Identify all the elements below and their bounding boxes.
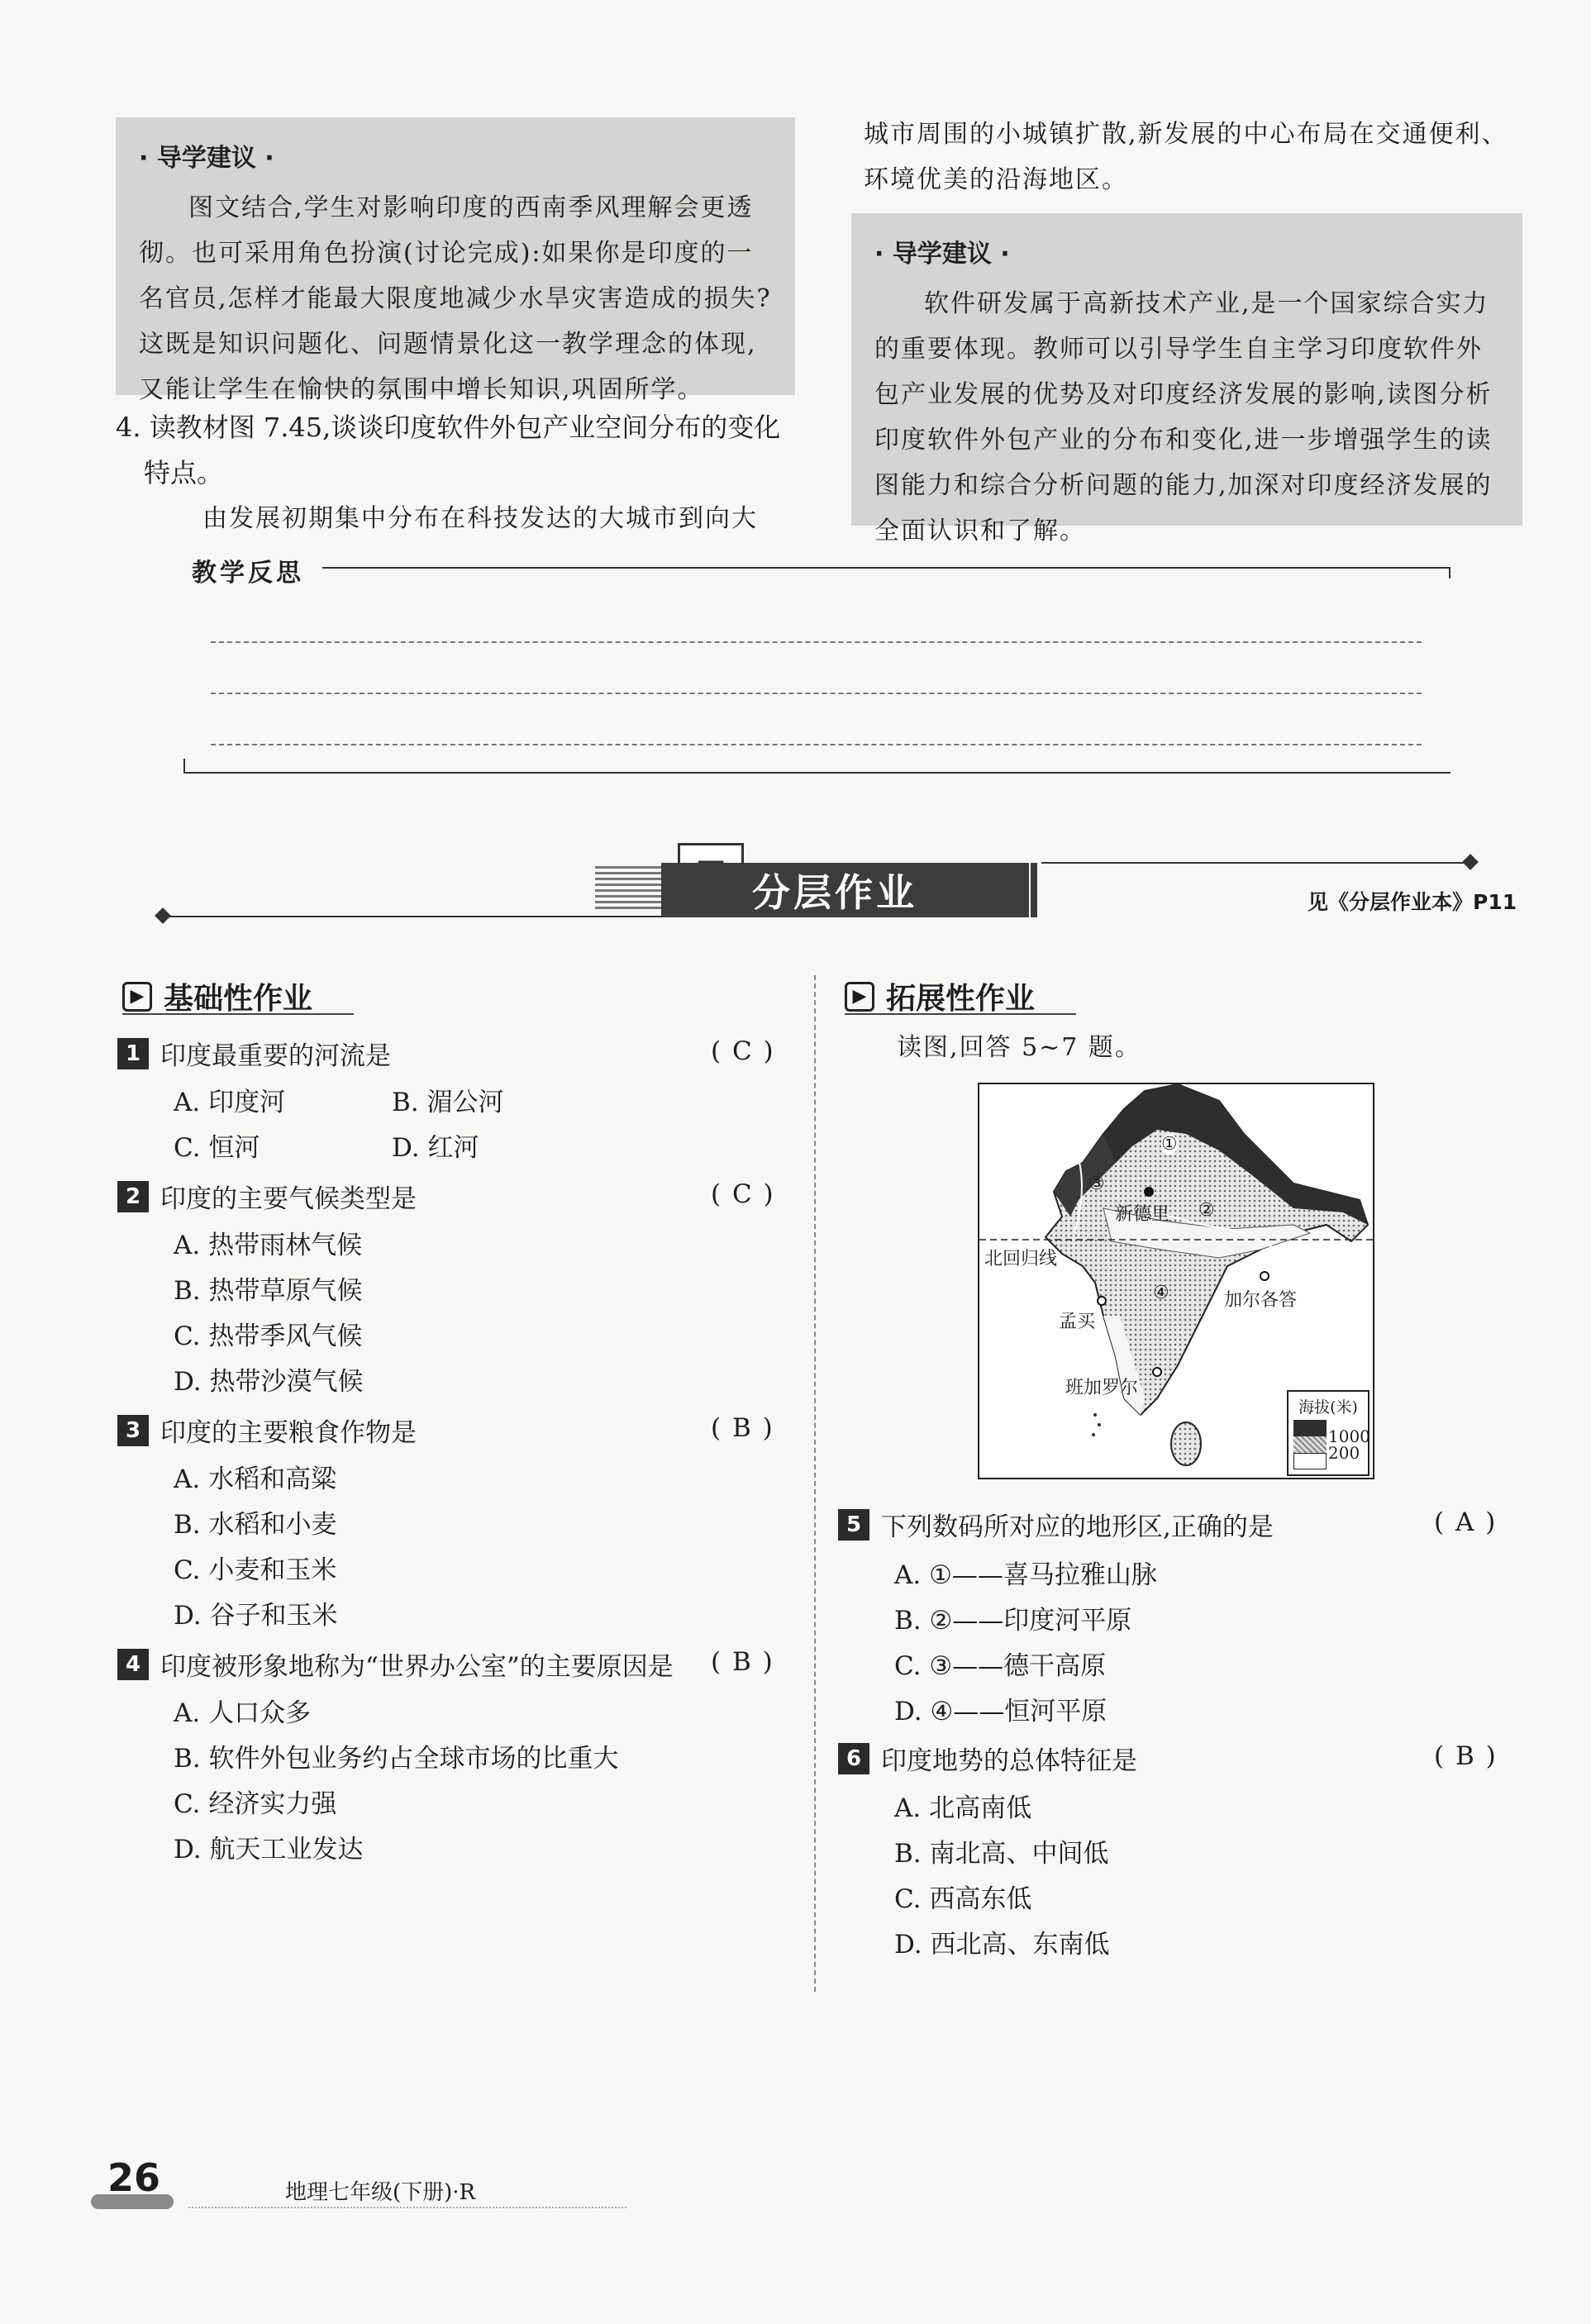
option: C. ③——德干高原 — [894, 1651, 1107, 1681]
question-number: 1 — [117, 1038, 149, 1069]
answer-continuation: 城市周围的小城镇扩散,新发展的中心布局在交通便利、环境优美的沿海地区。 — [864, 120, 1508, 194]
question-stem: 印度的主要气候类型是 — [160, 1184, 417, 1214]
label-4: ④ — [1153, 1283, 1169, 1303]
label-2: ② — [1198, 1200, 1215, 1221]
reflection-bottom-rule — [183, 772, 1450, 774]
banner-title-bar — [661, 863, 1029, 917]
reflection-corner — [1449, 567, 1450, 579]
option: D. ④——恒河平原 — [894, 1697, 1108, 1726]
option: B. 软件外包业务约占全球市场的比重大 — [174, 1744, 619, 1774]
mumbai-marker — [1098, 1297, 1106, 1305]
bangalore-marker — [1153, 1368, 1161, 1376]
question-5 — [838, 1506, 1274, 1543]
answer-bracket: ( B ) — [711, 1413, 774, 1443]
option: D. 谷子和玉米 — [174, 1601, 338, 1631]
option: D. 红河 — [392, 1133, 479, 1163]
label-tropic: 北回归线 — [984, 1249, 1058, 1269]
option: D. 航天工业发达 — [174, 1835, 364, 1864]
label-3: ③ — [1088, 1174, 1105, 1194]
arrow-right-icon: ▶ — [122, 982, 152, 1012]
book-title: 地理七年级(下册)·R — [285, 2180, 476, 2205]
column-divider — [814, 975, 816, 1992]
extended-section-title: 拓展性作业 — [886, 982, 1036, 1016]
option: B. 湄公河 — [392, 1088, 504, 1117]
extended-intro: 读图,回答 5~7 题。 — [897, 1033, 1141, 1062]
question-number: 4 — [117, 1649, 149, 1680]
question-4-answer: 由发展初期集中分布在科技发达的大城市到向大 — [202, 504, 758, 533]
reflection-line — [211, 641, 1422, 643]
option: A. 北高南低 — [894, 1793, 1032, 1823]
option: A. ①——喜马拉雅山脉 — [894, 1560, 1157, 1590]
option: A. 水稻和高粱 — [174, 1464, 337, 1494]
question-stem: 印度的主要粮食作物是 — [160, 1418, 417, 1448]
legend-title: 海拔(米) — [1298, 1398, 1358, 1417]
label-1: ① — [1161, 1134, 1178, 1155]
question-stem: 印度地势的总体特征是 — [881, 1746, 1137, 1776]
legend-swatch-low — [1293, 1453, 1327, 1469]
option: A. 人口众多 — [174, 1698, 312, 1728]
workbook-reference: 见《分层作业本》P11 — [1308, 890, 1517, 914]
legend-value: 1000 — [1328, 1426, 1370, 1446]
question-number: 6 — [838, 1743, 869, 1774]
question-2 — [117, 1178, 417, 1215]
question-3 — [117, 1412, 417, 1449]
legend-swatch-high — [1293, 1420, 1327, 1436]
diamond-icon — [155, 907, 171, 924]
option: C. 热带季风气候 — [174, 1322, 363, 1351]
guidance-box-right — [851, 213, 1522, 545]
question-stem: 印度最重要的河流是 — [160, 1041, 391, 1071]
banner-title: 分层作业 — [752, 870, 917, 915]
option: B. 南北高、中间低 — [894, 1839, 1109, 1869]
legend-swatch-mid — [1293, 1436, 1327, 1453]
reflection-line — [211, 744, 1422, 745]
kolkata-marker — [1260, 1272, 1269, 1280]
option: D. 西北高、东南低 — [894, 1930, 1110, 1960]
option: B. ②——印度河平原 — [894, 1606, 1132, 1636]
sri-lanka — [1171, 1422, 1201, 1465]
question-1 — [117, 1035, 391, 1072]
question-stem: 印度被形象地称为“世界办公室”的主要原因是 — [160, 1652, 674, 1682]
option: C. 小麦和玉米 — [174, 1555, 337, 1585]
banner-rule-right — [1041, 862, 1471, 864]
india-topographic-map — [978, 1083, 1374, 1479]
option: C. 经济实力强 — [174, 1789, 337, 1819]
option: B. 热带草原气候 — [174, 1276, 363, 1306]
extended-section-header — [845, 975, 1035, 1017]
guidance-box-left — [116, 117, 795, 404]
legend-value: 200 — [1328, 1443, 1360, 1463]
question-number: 3 — [117, 1415, 149, 1446]
diamond-icon — [1462, 854, 1479, 870]
answer-bracket: ( C ) — [711, 1179, 775, 1209]
basic-section-title: 基础性作业 — [164, 982, 313, 1016]
label-mumbai: 孟买 — [1059, 1312, 1096, 1332]
section-underline — [122, 1013, 354, 1015]
answer-bracket: ( A ) — [1434, 1507, 1498, 1537]
basic-section-header — [122, 975, 312, 1017]
label-bangalore: 班加罗尔 — [1065, 1378, 1139, 1398]
question-4-line1: 4. 读教材图 7.45,谈谈印度软件外包产业空间分布的变化 — [116, 412, 781, 443]
answer-bracket: ( C ) — [711, 1036, 775, 1066]
question-6 — [838, 1740, 1137, 1777]
guidance-title: · 导学建议 · — [874, 240, 1010, 269]
map-legend — [1287, 1390, 1369, 1476]
banner-rule-left — [164, 916, 701, 917]
option: C. 西高东低 — [894, 1884, 1032, 1914]
question-stem: 下列数码所对应的地形区,正确的是 — [881, 1512, 1274, 1542]
question-4-line2: 特点。 — [144, 457, 224, 488]
question-number: 5 — [838, 1509, 869, 1541]
answer-bracket: ( B ) — [1434, 1741, 1498, 1771]
reflection-top-rule — [322, 567, 1450, 569]
label-new-delhi: 新德里 — [1115, 1204, 1170, 1225]
question-number: 2 — [117, 1181, 149, 1212]
option: A. 热带雨林气候 — [174, 1231, 363, 1260]
label-kolkata: 加尔各答 — [1224, 1290, 1298, 1311]
reflection-corner — [183, 759, 185, 772]
section-underline — [845, 1013, 1076, 1015]
guidance-text: 软件研发属于高新技术产业,是一个国家综合实力的重要体现。教师可以引导学生自主学习印度软件外包产业发展的优势及对印度经济发展的影响,读图分析印度软件外包产业的分布和变化,进一步增强学生的读图能力和综合分析问题的能力,加深对印度经济发展的全面认识和了解。 — [874, 289, 1493, 545]
guidance-title: · 导学建议 · — [139, 144, 274, 173]
new-delhi-marker — [1144, 1187, 1154, 1197]
reflection-line — [211, 693, 1422, 694]
arrow-right-icon: ▶ — [845, 982, 874, 1012]
answer-bracket: ( B ) — [711, 1647, 774, 1677]
reflection-title: 教学反思 — [192, 559, 304, 588]
question-4 — [117, 1645, 674, 1683]
option: C. 恒河 — [174, 1133, 260, 1163]
option: A. 印度河 — [174, 1088, 286, 1117]
footer-rule — [188, 2207, 626, 2208]
option: B. 水稻和小麦 — [174, 1510, 337, 1540]
guidance-text: 图文结合,学生对影响印度的西南季风理解会更透彻。也可采用角色扮演(讨论完成):如果你是印度的一名官员,怎样才能最大限度地减少水旱灾害造成的损失?这既是知识问题化、问题情景化这一教学理念的体现,又能让学生在愉快的氛围中增长知识,巩固所学。 — [139, 193, 772, 404]
banner-cap — [1031, 863, 1037, 917]
option: D. 热带沙漠气候 — [174, 1367, 364, 1397]
page-number: 26 — [107, 2155, 161, 2200]
